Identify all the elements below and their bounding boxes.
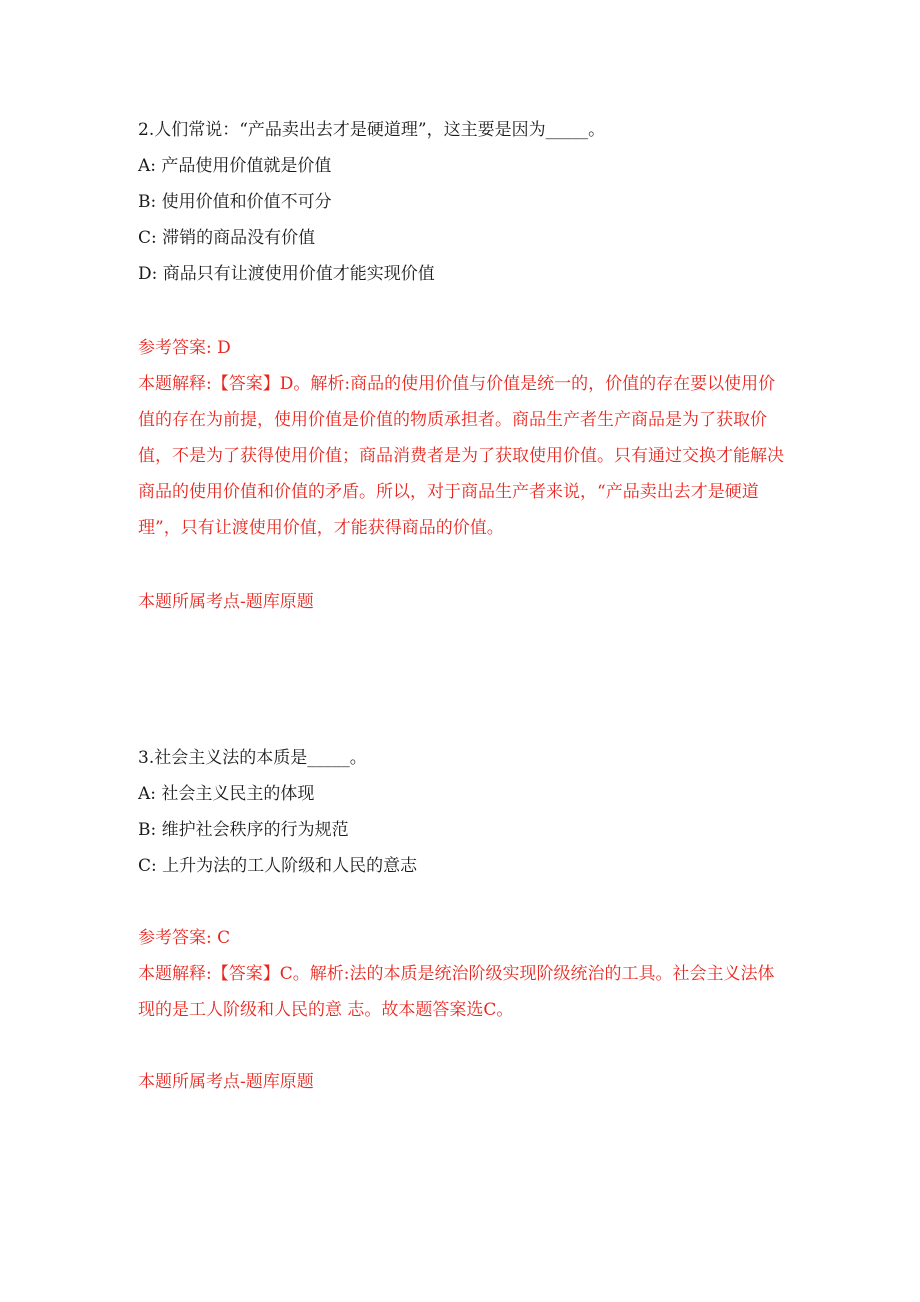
source-block-3 [138, 1064, 788, 1100]
question-source: 本题所属考点-题库原题 [138, 1072, 314, 1092]
question-block-2 [138, 112, 788, 292]
option-b: B: 维护社会秩序的行为规范 [138, 820, 349, 840]
question-stem: 3.社会主义法的本质是_____。 [138, 748, 367, 768]
answer-block-2 [138, 330, 788, 546]
explanation-text: 本题解释:【答案】D。解析:商品的使用价值与价值是统一的，价值的存在要以使用价值的存在为前提，使用价值是价值的物质承担者。商品生产者生产商品是为了获取价值，不是为了获得使用价值；商品消费者是为了获取使用价值。只有通过交换才能解决商品的使用价值和价值的矛盾。所以，对于商品生产者来说，“产品卖出去才是硬道理”，只有让渡使用价值，才能获得商品的价值。 [138, 374, 784, 538]
question-source: 本题所属考点-题库原题 [138, 592, 314, 612]
answer-block-3 [138, 920, 788, 1028]
question-stem: 2.人们常说：“产品卖出去才是硬道理”，这主要是因为_____。 [138, 120, 606, 140]
option-d: D: 商品只有让渡使用价值才能实现价值 [138, 264, 435, 284]
option-a: A: 产品使用价值就是价值 [138, 156, 332, 176]
source-block-2 [138, 584, 788, 620]
option-b: B: 使用价值和价值不可分 [138, 192, 332, 212]
question-block-3 [138, 740, 788, 884]
option-a: A: 社会主义民主的体现 [138, 784, 315, 804]
explanation-text: 本题解释:【答案】C。解析:法的本质是统治阶级实现阶级统治的工具。社会主义法体现的是工人阶级和人民的意 志。故本题答案选C。 [138, 964, 775, 1020]
option-c: C: 上升为法的工人阶级和人民的意志 [138, 856, 418, 876]
reference-answer: 参考答案: C [138, 928, 231, 948]
option-c: C: 滞销的商品没有价值 [138, 228, 316, 248]
reference-answer: 参考答案: D [138, 338, 231, 358]
